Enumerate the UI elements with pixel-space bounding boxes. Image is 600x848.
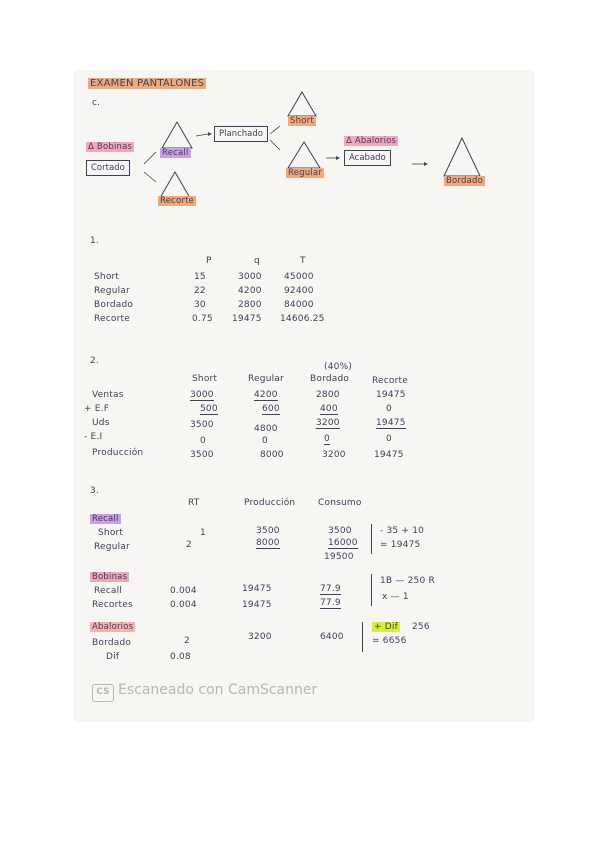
regular-label: Regular bbox=[288, 168, 323, 178]
s2-row-name: Producción bbox=[92, 448, 144, 458]
abalorios-bracket bbox=[362, 622, 363, 652]
s3-row-cons: 77.9 bbox=[320, 584, 341, 594]
bobinas-tag: Δ Bobinas bbox=[88, 142, 133, 152]
s2-header: Bordado bbox=[310, 374, 350, 384]
s1-row-q: 2800 bbox=[238, 300, 262, 310]
s2-cell: 19475 bbox=[374, 450, 404, 460]
s2-cell: 0 bbox=[386, 404, 392, 414]
camscanner-logo-icon: CS bbox=[92, 684, 114, 702]
bobinas-note-1: 1B — 250 R bbox=[380, 576, 435, 586]
s2-cell: 0 bbox=[262, 436, 268, 446]
s1-row-p: 15 bbox=[194, 272, 206, 282]
s3-row-name: Regular bbox=[94, 542, 130, 552]
section-2-label: 2. bbox=[90, 356, 99, 366]
s3-header: Producción bbox=[244, 498, 296, 508]
s1-row-p: 0.75 bbox=[192, 314, 213, 324]
recall-label: Recall bbox=[162, 148, 189, 158]
s3-row-rt: 0.004 bbox=[170, 600, 197, 610]
s3-row-name: Dif bbox=[106, 652, 120, 662]
scanned-page bbox=[74, 70, 534, 722]
s2-pct: (40%) bbox=[324, 362, 353, 372]
s2-cell: 600 bbox=[262, 404, 280, 414]
s3-row-prod: 19475 bbox=[242, 584, 272, 594]
s2-cell: 0 bbox=[324, 434, 330, 444]
s3-row-cons: 3500 bbox=[328, 526, 352, 536]
s3-row-name: Short bbox=[98, 528, 124, 538]
s3-row-name: Bordado bbox=[92, 638, 132, 648]
s3-row-name: Recortes bbox=[92, 600, 133, 610]
s3-row-prod: 3500 bbox=[256, 526, 280, 536]
s1-row-q: 19475 bbox=[232, 314, 262, 324]
s2-cell: 500 bbox=[200, 404, 218, 414]
s2-header: Regular bbox=[248, 374, 284, 384]
recall-note-2: = 19475 bbox=[380, 540, 421, 550]
s2-cell: 400 bbox=[320, 404, 338, 414]
recall-note-1: - 35 + 10 bbox=[380, 526, 425, 536]
s2-cell: 4200 bbox=[254, 390, 278, 400]
s3-header: Consumo bbox=[318, 498, 362, 508]
s2-row-name: + E.F bbox=[84, 404, 110, 414]
s1-header-p: P bbox=[206, 256, 212, 266]
s3-row-cons: 6400 bbox=[320, 632, 344, 642]
s2-cell: 3200 bbox=[322, 450, 346, 460]
s2-cell: 3500 bbox=[190, 450, 214, 460]
recorte-label: Recorte bbox=[160, 196, 195, 206]
s1-row-q: 4200 bbox=[238, 286, 262, 296]
s2-header: Short bbox=[192, 374, 218, 384]
s2-cell: 0 bbox=[386, 434, 392, 444]
s3-row-rt: 2 bbox=[186, 540, 192, 550]
section-3-label: 3. bbox=[90, 486, 99, 496]
recall-tag: Recall bbox=[92, 514, 119, 524]
planchado-box: Planchado bbox=[214, 126, 268, 142]
s1-row-name: Recorte bbox=[94, 314, 131, 324]
s2-cell: 3500 bbox=[190, 420, 214, 430]
s1-row-t: 45000 bbox=[284, 272, 314, 282]
recall-total: 19500 bbox=[324, 552, 354, 562]
s1-row-q: 3000 bbox=[238, 272, 262, 282]
s3-header: RT bbox=[188, 498, 200, 508]
s1-row-p: 22 bbox=[194, 286, 206, 296]
s1-row-name: Regular bbox=[94, 286, 130, 296]
abalorios-note-1: + Dif bbox=[374, 622, 399, 632]
s3-row-prod: 19475 bbox=[242, 600, 272, 610]
bobinas-tag-3: Bobinas bbox=[92, 572, 128, 582]
flow-diagram bbox=[74, 70, 534, 210]
bobinas-bracket bbox=[371, 574, 372, 606]
s1-row-t: 14606.25 bbox=[280, 314, 325, 324]
s1-row-t: 92400 bbox=[284, 286, 314, 296]
s2-row-name: Uds bbox=[92, 418, 110, 428]
s2-cell: 4800 bbox=[254, 424, 278, 434]
s3-row-prod: 3200 bbox=[248, 632, 272, 642]
abalorios-tag-3: Abalorios bbox=[92, 622, 134, 632]
s2-row-name: Ventas bbox=[92, 390, 124, 400]
section-c-label: c. bbox=[92, 98, 101, 108]
recall-bracket bbox=[371, 524, 372, 554]
s3-row-name: Recall bbox=[94, 586, 123, 596]
s2-cell: 19475 bbox=[376, 390, 406, 400]
s1-header-q: q bbox=[254, 256, 260, 266]
s1-header-t: T bbox=[300, 256, 306, 266]
bordado-label: Bordado bbox=[446, 176, 483, 186]
s3-row-rt: 2 bbox=[184, 636, 190, 646]
abalorios-note-2: = 6656 bbox=[372, 636, 407, 646]
s3-row-cons: 16000 bbox=[328, 538, 358, 548]
s3-row-rt: 0.004 bbox=[170, 586, 197, 596]
s1-row-name: Short bbox=[94, 272, 120, 282]
section-1-label: 1. bbox=[90, 236, 99, 246]
abalorios-note-1-val: 256 bbox=[412, 622, 430, 632]
camscanner-watermark: Escaneado con CamScanner bbox=[118, 682, 318, 698]
s2-row-name: - E.I bbox=[84, 432, 103, 442]
s3-row-rt: 0.08 bbox=[170, 652, 191, 662]
abalorios-tag: Δ Abalorios bbox=[346, 136, 397, 146]
acabado-box: Acabado bbox=[344, 150, 391, 166]
s2-cell: 3000 bbox=[190, 390, 214, 400]
short-label: Short bbox=[290, 116, 314, 126]
s2-cell: 19475 bbox=[376, 418, 406, 428]
s2-cell: 2800 bbox=[316, 390, 340, 400]
s2-cell: 8000 bbox=[260, 450, 284, 460]
bobinas-note-2: x — 1 bbox=[382, 592, 409, 602]
s1-row-t: 84000 bbox=[284, 300, 314, 310]
s1-row-name: Bordado bbox=[94, 300, 134, 310]
s1-row-p: 30 bbox=[194, 300, 206, 310]
s3-row-prod: 8000 bbox=[256, 538, 280, 548]
s3-row-rt: 1 bbox=[200, 528, 206, 538]
s3-row-cons: 77.9 bbox=[320, 598, 341, 608]
page-title: EXAMEN PANTALONES bbox=[90, 78, 205, 89]
s2-cell: 3200 bbox=[316, 418, 340, 428]
cortado-box: Cortado bbox=[86, 160, 130, 176]
s2-header: Recorte bbox=[372, 376, 409, 386]
s2-cell: 0 bbox=[200, 436, 206, 446]
